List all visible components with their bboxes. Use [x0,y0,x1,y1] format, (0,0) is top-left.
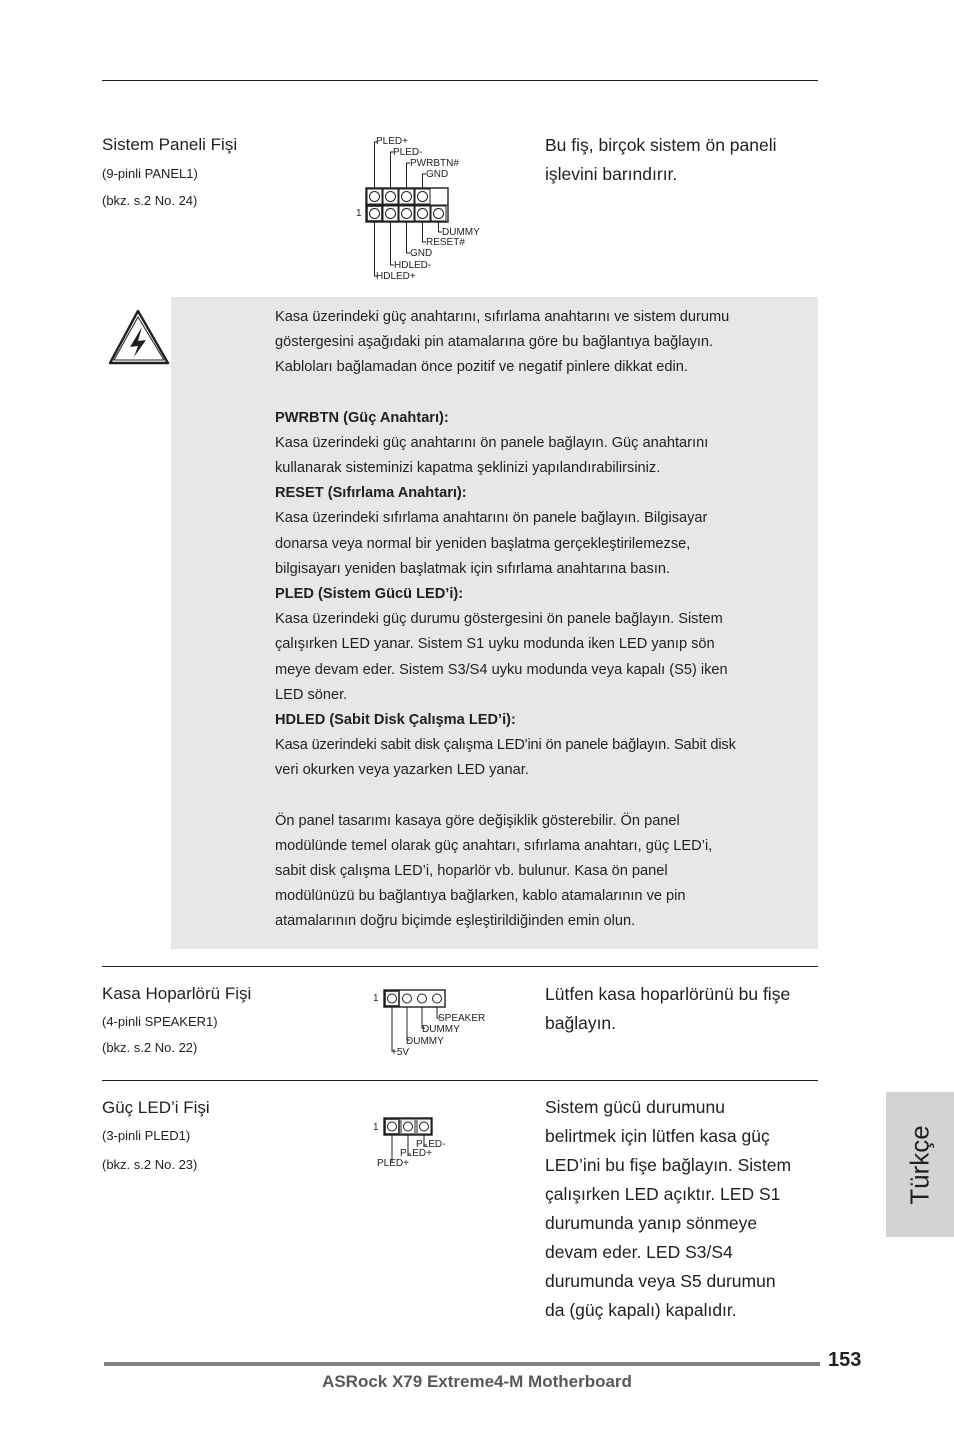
system-panel-ref: (bkz. s.2 No. 24) [102,193,198,208]
system-panel-subtitle: (9-pinli PANEL1) [102,166,198,181]
power-led-ref: (bkz. s.2 No. 23) [102,1157,198,1172]
speaker-subtitle: (4-pinli SPEAKER1) [102,1014,218,1029]
speaker-ref: (bkz. s.2 No. 22) [102,1040,198,1055]
pled-heading: PLED (Sistem Gücü LED’i): [275,586,464,603]
pin-label-pwrbtn: PWRBTN# [410,158,459,169]
language-tab-label: Türkçe [904,1124,935,1205]
pin-one-marker: 1 [356,208,362,219]
speaker-pin-label-speaker: SPEAKER [438,1013,486,1024]
pin-label-reset: RESET# [426,237,465,248]
pwrbtn-heading: PWRBTN (Güç Anahtarı): [275,409,449,426]
speaker-title: Kasa Hoparlörü Fişi [102,984,252,1003]
system-panel-description: Bu fiş, birçok sistem ön paneli işlevini barındırır. [545,135,777,184]
page-number: 153 [828,1349,862,1371]
footer-rule [104,1362,820,1366]
speaker-pin-label-5v: +5V [391,1047,410,1058]
pin-label-gnd-bottom: GND [410,248,433,259]
system-panel-title: Sistem Paneli Fişi [102,135,238,154]
language-side-tab [886,1092,954,1237]
speaker-rule [102,966,818,967]
warning-icon [108,307,172,367]
pin-label-pled-plus: PLED+ [376,136,408,147]
pin-label-hdled-plus: HDLED+ [376,271,416,282]
power-led-description: Sistem gücü durumunu belirtmek için lütfen kasa güç LED’ini bu fişe bağlayın. Sistem çalışırken LED açıktır. LED S1 durumunda yanıp sönmeye devam eder. LED S3/S4 durumunda veya S5 durumun da (güç kapalı) kapalıdır. [545,1097,792,1320]
hdled-heading: HDLED (Sabit Disk Çalışma LED’i): [275,712,516,729]
power-led-rule [102,1080,818,1081]
caution-note-text: Kasa üzerindeki güç anahtarını, sıfırlama anahtarını ve sistem durumu göstergesini aşağıdaki pin atamalarına göre bu bağlantıya bağlayın. Kabloları bağlamadan önce pozitif ve negatif pinlere dikkat edin. PWRBTN (Güç Anahtarı): Kasa üzerindeki güç anahtarını ön panele bağlayın. Güç anahtarını kullanarak sisteminizi kapatma şeklinizi yapılandırabilirsiniz. RESET (Sıfırlama Anahtarı): Kasa üzerindeki sıfırlama anahtarını ön panele bağlayın. Bilgisayar donarsa veya normal bir yeniden başlatma gerçekleştirilemezse, bilgisayarı yeniden başlatmak için sıfırlama anahtarına basın. PLED (Sistem Gücü LED’i): Kasa üzerindeki güç durumu göstergesini ön panele bağlayın. Sistem çalışırken LED yanar. Sistem S1 uyku modunda iken LED yanıp sön meye devam eder. Sistem S3/S4 uyku modunda veya kapalı (S5) iken LED söner. HDLED (Sabit Disk Çalışma LED’i): Kasa üzerindeki sabit disk çalışma LED'ini ön panele bağlayın. Sabit disk veri okurken veya yazarken LED yanar. Ön panel tasarımı kasaya göre değişiklik gösterebilir. Ön panel modülünde temel olarak güç anahtarı, sıfırlama anahtarı, güç LED’i, sabit disk çalışma LED’i, hoparlör vb. bulunur. Kasa ön panel modülünüzü bu bağlantıya bağlarken, kablo atamalarının ve pin atamalarının doğru biçimde eşleştirildiğinden emin olun. [275,305,820,935]
speaker-pin-label-dummy-2: DUMMY [406,1036,444,1047]
pin-label-hdled-minus: HDLED- [394,260,432,271]
power-led-pin-label-pled-plus-2: PLED+ [377,1158,409,1169]
pin-label-gnd-top: GND [426,169,449,180]
speaker-pin-label-dummy-1: DUMMY [422,1024,460,1035]
power-led-title: Güç LED’i Fişi [102,1098,210,1117]
top-rule [102,80,818,81]
pin-label-dummy: DUMMY [442,227,480,238]
speaker-pin-one-marker: 1 [373,993,379,1004]
reset-heading: RESET (Sıfırlama Anahtarı): [275,485,467,502]
speaker-description: Lütfen kasa hoparlörünü bu fişe bağlayın. [545,984,791,1033]
power-led-pin-label-pled-minus: PLED- [416,1139,446,1150]
footer-product-name: ASRock X79 Extreme4-M Motherboard [322,1372,632,1391]
power-led-pin-label-pled-plus-1: PLED+ [400,1148,432,1159]
power-led-pin-one-marker: 1 [373,1122,379,1133]
power-led-subtitle: (3-pinli PLED1) [102,1128,191,1143]
pin-label-pled-minus: PLED- [393,147,423,158]
